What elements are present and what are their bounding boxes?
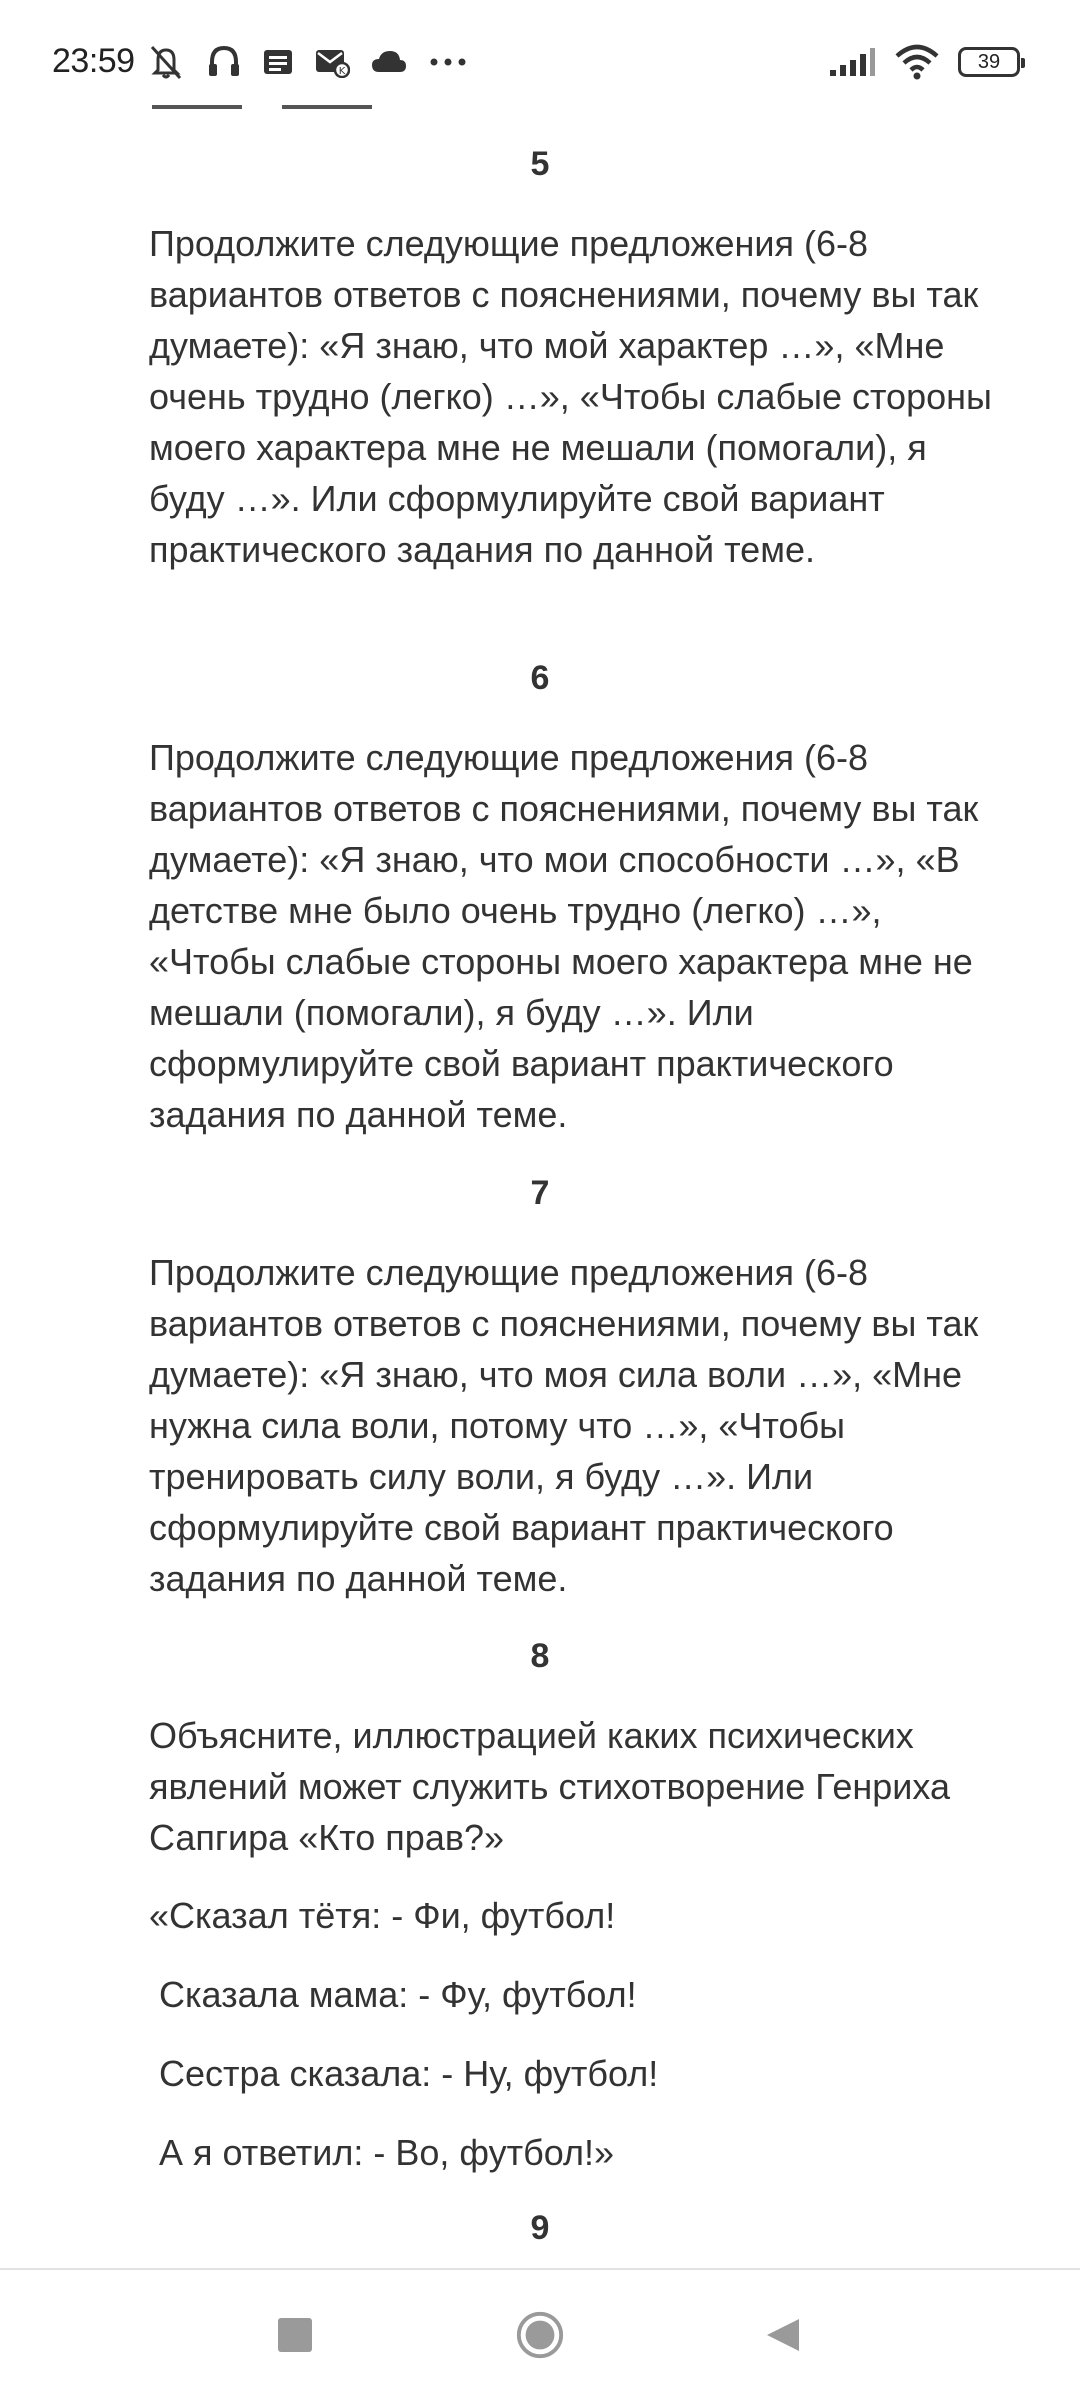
section-paragraph: Продолжите следующие предложения (6-8 вариантов ответов с пояснениями, почему вы так думаете): «Я знаю, что мой характер …», «Мне очень трудно (легко) …», «Чтобы слабые стороны моего характера мне не мешали (помогали), я буду …». Или сформулируйте свой вариант практического задания по данной теме. <box>149 223 992 570</box>
mute-bell-icon <box>146 44 186 80</box>
notification-icons <box>146 44 468 80</box>
system-icons <box>828 44 1020 80</box>
status-time: 23:59 <box>52 42 135 80</box>
poem-line: А я ответил: - Во, футбол!» <box>149 2132 614 2173</box>
navigation-bar <box>0 2268 1080 2400</box>
back-triangle-icon <box>763 2315 803 2355</box>
svg-text:K: K <box>338 66 346 77</box>
section-9 <box>149 2204 999 2252</box>
section-number: 6 <box>530 659 550 697</box>
section-8 <box>149 1632 999 2178</box>
recents-square-icon <box>277 2317 313 2353</box>
poem-line: «Сказал тётя: - Фи, футбол! <box>149 1895 616 1936</box>
signal-icon <box>828 46 876 78</box>
status-bar <box>0 0 1080 100</box>
section-6 <box>149 654 999 1140</box>
battery-icon: 39 <box>958 47 1020 77</box>
section-number: 5 <box>530 145 550 183</box>
section-5 <box>149 140 999 575</box>
news-icon <box>262 46 294 78</box>
wifi-icon <box>894 44 940 80</box>
section-number: 7 <box>530 1174 550 1212</box>
back-button[interactable] <box>758 2310 808 2360</box>
mail-icon <box>314 46 350 78</box>
section-paragraph: Продолжите следующие предложения (6-8 вариантов ответов с пояснениями, почему вы так думаете): «Я знаю, что мои способности …», «В детстве мне было очень трудно (легко) …», «Чтобы слабые стороны моего характера мне не мешали (помогали), я буду …». Или сформулируйте свой вариант практического задания по данной теме. <box>149 737 979 1135</box>
home-circle-icon <box>515 2309 565 2361</box>
headphones-icon <box>206 44 242 80</box>
recents-button[interactable] <box>270 2310 320 2360</box>
cloud-icon <box>370 48 408 76</box>
section-number: 9 <box>530 2209 550 2247</box>
section-paragraph: Объясните, иллюстрацией каких психических явлений может служить стихотворение Генриха Сапгира «Кто прав?» <box>149 1715 950 1858</box>
section-number: 8 <box>530 1637 550 1675</box>
poem-line: Сестра сказала: - Ну, футбол! <box>149 2053 659 2094</box>
section-paragraph: Продолжите следующие предложения (6-8 вариантов ответов с пояснениями, почему вы так думаете): «Я знаю, что моя сила воли …», «Мне нужна сила воли, потому что …», «Чтобы тренировать силу воли, я буду …». Или сформулируйте свой вариант практического задания по данной теме. <box>149 1252 979 1599</box>
poem-line: Сказала мама: - Фу, футбол! <box>149 1974 637 2015</box>
home-button[interactable] <box>515 2310 565 2360</box>
more-dots-icon <box>428 56 468 68</box>
section-7 <box>149 1169 999 1604</box>
